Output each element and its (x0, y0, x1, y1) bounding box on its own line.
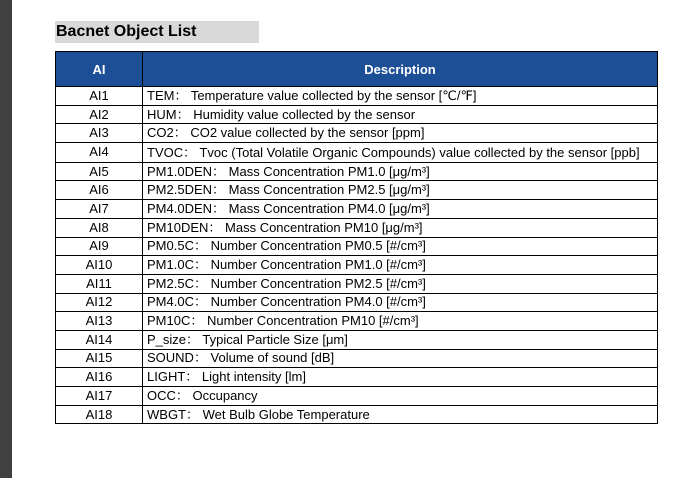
description-cell: OCC： Occupancy (143, 387, 658, 406)
description-cell: P_size： Typical Particle Size [μm] (143, 330, 658, 349)
table-row (56, 368, 658, 387)
table-row (56, 330, 658, 349)
header-ai: AI (56, 52, 143, 87)
ai-cell: AI7 (56, 200, 143, 219)
description-cell: PM4.0C： Number Concentration PM4.0 [#/cm³] (143, 293, 658, 312)
table-row (56, 405, 658, 424)
ai-cell: AI1 (56, 87, 143, 106)
ai-cell: AI15 (56, 349, 143, 368)
ai-cell: AI12 (56, 293, 143, 312)
description-cell: WBGT： Wet Bulb Globe Temperature (143, 405, 658, 424)
ai-cell: AI9 (56, 237, 143, 256)
ai-cell: AI18 (56, 405, 143, 424)
table-row (56, 387, 658, 406)
description-cell: PM10C： Number Concentration PM10 [#/cm³] (143, 312, 658, 331)
section-title: Bacnet Object List (55, 21, 259, 43)
table-row (56, 162, 658, 181)
description-cell: LIGHT： Light intensity [lm] (143, 368, 658, 387)
description-cell: PM2.5C： Number Concentration PM2.5 [#/cm³] (143, 274, 658, 293)
ai-cell: AI11 (56, 274, 143, 293)
ai-cell: AI17 (56, 387, 143, 406)
description-cell: PM1.0DEN： Mass Concentration PM1.0 [μg/m³] (143, 162, 658, 181)
ai-cell: AI8 (56, 218, 143, 237)
ai-cell: AI13 (56, 312, 143, 331)
description-cell: PM2.5DEN： Mass Concentration PM2.5 [μg/m³] (143, 181, 658, 200)
table-row (56, 293, 658, 312)
table-row (56, 256, 658, 275)
table-row (56, 124, 658, 143)
description-cell: TEM： Temperature value collected by the sensor [℃/℉] (143, 87, 658, 106)
description-cell: PM4.0DEN： Mass Concentration PM4.0 [μg/m³] (143, 200, 658, 219)
table-row (56, 200, 658, 219)
ai-cell: AI5 (56, 162, 143, 181)
header-description: Description (143, 52, 658, 87)
table-row (56, 143, 658, 163)
table-row (56, 105, 658, 124)
table-row (56, 312, 658, 331)
left-edge-bar (0, 0, 12, 478)
ai-cell: AI2 (56, 105, 143, 124)
description-cell: PM10DEN： Mass Concentration PM10 [μg/m³] (143, 218, 658, 237)
description-cell: SOUND： Volume of sound [dB] (143, 349, 658, 368)
table-row (56, 349, 658, 368)
ai-cell: AI14 (56, 330, 143, 349)
ai-cell: AI10 (56, 256, 143, 275)
table-row (56, 274, 658, 293)
ai-cell: AI3 (56, 124, 143, 143)
table-row (56, 181, 658, 200)
table-row (56, 87, 658, 106)
ai-cell: AI6 (56, 181, 143, 200)
bacnet-object-table (55, 51, 658, 424)
description-cell: CO2： CO2 value collected by the sensor [ppm] (143, 124, 658, 143)
ai-cell: AI16 (56, 368, 143, 387)
ai-cell: AI4 (56, 143, 143, 163)
description-cell: TVOC： Tvoc (Total Volatile Organic Compounds) value collected by the sensor [ppb] (143, 143, 658, 163)
description-cell: PM1.0C： Number Concentration PM1.0 [#/cm³] (143, 256, 658, 275)
table-row (56, 218, 658, 237)
table-row (56, 237, 658, 256)
description-cell: PM0.5C： Number Concentration PM0.5 [#/cm³] (143, 237, 658, 256)
description-cell: HUM： Humidity value collected by the sensor (143, 105, 658, 124)
table-header-row (56, 52, 658, 87)
